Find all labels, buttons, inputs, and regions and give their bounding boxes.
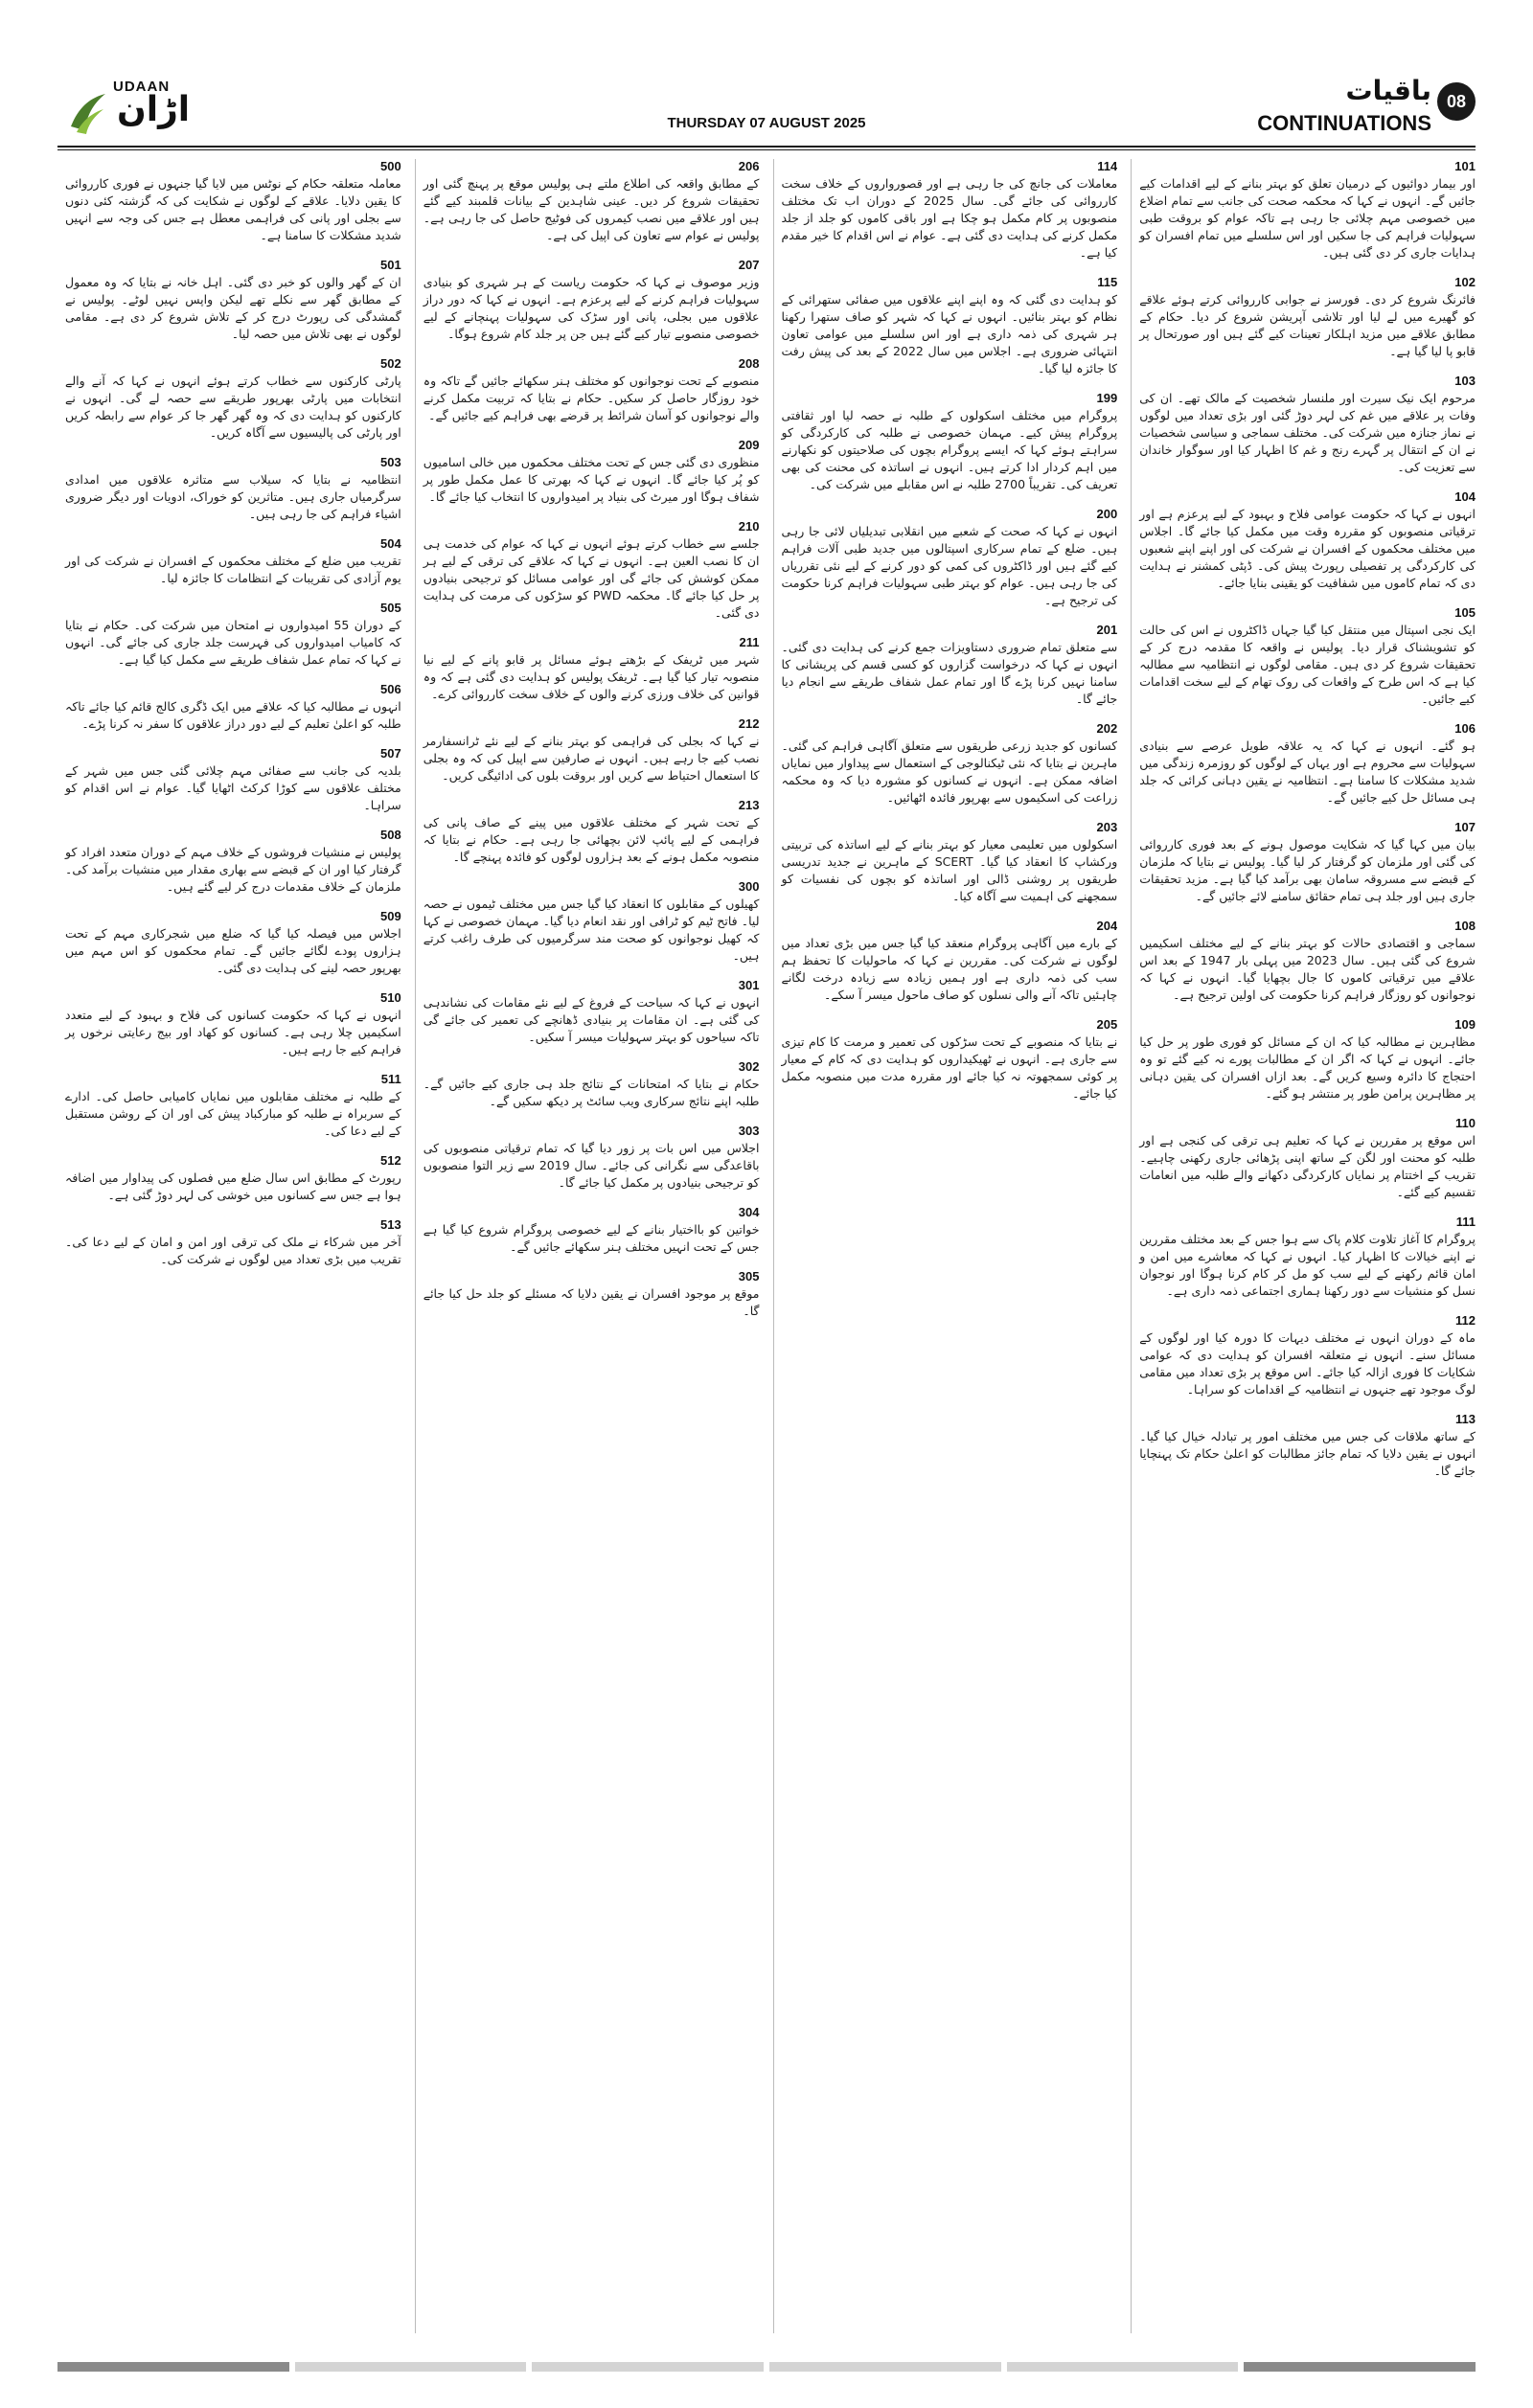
- continuation-story: [1139, 1116, 1476, 1201]
- logo-text-en: UDAAN: [113, 79, 171, 95]
- continuation-story: [782, 721, 1118, 806]
- masthead: [57, 69, 1476, 142]
- story-number: 505: [380, 601, 401, 615]
- story-text: منظوری دی گئی جس کے تحت مختلف محکموں میں خالی اسامیوں کو پُر کیا جائے گا۔ انہوں نے کہا کہ بھرتی کا عمل مکمل طور پر شفاف ہوگا اور میرٹ کی بنیاد پر امیدواروں کا انتخاب کیا جائے گا۔: [423, 455, 760, 504]
- story-number: 111: [1455, 1215, 1476, 1229]
- story-text: اور بیمار دوائیوں کے درمیان تعلق کو بہتر بنانے کے لیے اقدامات کیے جائیں گے۔ انہوں نے کہا کہ محکمہ صحت کی جانب سے تمام اضلاع میں خصوصی مہم چلائی جا رہی ہے تاکہ عوام کو بروقت طبی سہولیات فراہم کی جا سکیں اور اس سلسلے میں تمام افسران کو ہدایات جاری کر دی گئی ہیں۔: [1139, 176, 1476, 260]
- story-text: بیان میں کہا گیا کہ شکایت موصول ہونے کے بعد فوری کارروائی کی گئی اور ملزمان کو گرفتار کر لیا گیا۔ پولیس نے بتایا کہ ملزمان کے قبضے سے مسروقہ سامان بھی برآمد کیا گیا ہے۔ مزید تحقیقات جاری ہیں اور جلد ہی تمام حقائق سامنے لائے جائیں گے۔: [1139, 837, 1476, 903]
- continuation-story: [65, 990, 401, 1058]
- story-number: 115: [1097, 275, 1118, 289]
- continuation-story: [423, 1205, 760, 1256]
- continuation-story: [1139, 820, 1476, 905]
- story-number: 506: [380, 682, 401, 696]
- story-text: حکام نے بتایا کہ امتحانات کے نتائج جلد ہی جاری کیے جائیں گے۔ طلبہ اپنے نتائج سرکاری ویب سائٹ پر دیکھ سکیں گے۔: [423, 1077, 760, 1108]
- story-number: 501: [380, 258, 401, 272]
- story-text: ایک نجی اسپتال میں منتقل کیا گیا جہاں ڈاکٹروں نے اس کی حالت کو تشویشناک قرار دیا۔ پولیس نے واقعہ کا مقدمہ درج کر کے تحقیقات شروع کر دی ہیں۔ مقامی لوگوں نے انتظامیہ سے مطالبہ کیا ہے کہ اس طرح کے واقعات کی روک تھام کے لیے سخت اقدامات کیے جائیں۔: [1139, 623, 1476, 706]
- story-number: 108: [1454, 919, 1476, 933]
- section-title-ur: باقیات: [1345, 75, 1431, 106]
- continuation-story: [65, 1072, 401, 1140]
- story-number: 202: [1096, 721, 1118, 736]
- story-number: 302: [738, 1059, 760, 1074]
- story-number: 102: [1454, 275, 1476, 289]
- story-number: 504: [380, 536, 401, 551]
- continuation-story: [1139, 721, 1476, 806]
- story-number: 106: [1454, 721, 1476, 736]
- story-number: 509: [380, 909, 401, 923]
- story-number: 304: [738, 1205, 760, 1219]
- logo-text-ur: اڑان: [117, 90, 191, 129]
- story-text: منصوبے کے تحت نوجوانوں کو مختلف ہنر سکھائے جائیں گے تاکہ وہ خود روزگار حاصل کر سکیں۔ حکام نے بتایا کہ تربیت مکمل کرنے والے نوجوانوں کو آسان شرائط پر قرضے بھی فراہم کیے جائیں گے۔: [423, 374, 760, 422]
- story-text: موقع پر موجود افسران نے یقین دلایا کہ مسئلے کو جلد حل کیا جائے گا۔: [423, 1286, 760, 1318]
- story-text: شہر میں ٹریفک کے بڑھتے ہوئے مسائل پر قابو پانے کے لیے نیا منصوبہ تیار کیا گیا ہے۔ ٹریفک پولیس کو ہدایت دی گئی ہے کہ وہ قوانین کی خلاف ورزی کرنے والوں کے خلاف سخت کارروائی کرے۔: [423, 652, 760, 701]
- footer-band: [57, 2362, 1476, 2372]
- continuation-story: [423, 356, 760, 424]
- story-number: 200: [1096, 507, 1118, 521]
- continuation-story: [782, 919, 1118, 1004]
- story-text: جلسے سے خطاب کرتے ہوئے انہوں نے کہا کہ عوام کی خدمت ہی ان کا نصب العین ہے۔ انہوں نے کہا کہ علاقے کی ترقی کے لیے ہر ممکن کوشش کی جائے گی اور عوامی مسائل کو ترجیحی بنیادوں پر حل کیا جائے گا۔ محکمہ PWD کو سڑکوں کی مرمت کی ہدایت دی گئی۔: [423, 536, 760, 620]
- continuation-story: [423, 716, 760, 784]
- story-text: کے مطابق واقعہ کی اطلاع ملتے ہی پولیس موقع پر پہنچ گئی اور تحقیقات شروع کر دیں۔ عینی شاہدین کے بیانات قلمبند کیے گئے ہیں اور علاقے میں نصب کیمروں کی فوٹیج حاصل کی جا رہی ہے۔ پولیس نے عوام سے تعاون کی اپیل کی ہے۔: [423, 176, 760, 242]
- continuation-story: [782, 820, 1118, 905]
- footer-band-segment: [532, 2362, 764, 2372]
- story-text: انتظامیہ نے بتایا کہ سیلاب سے متاثرہ علاقوں میں امدادی سرگرمیاں جاری ہیں۔ متاثرین کو خوراک، ادویات اور دیگر ضروری اشیاء فراہم کی جا رہی ہیں۔: [65, 472, 401, 521]
- article-columns: [57, 159, 1476, 2333]
- continuation-story: [1139, 605, 1476, 708]
- continuation-story: [1139, 919, 1476, 1004]
- continuation-story: [1139, 1313, 1476, 1398]
- continuation-story: [65, 258, 401, 343]
- continuation-story: [65, 909, 401, 977]
- story-number: 301: [738, 978, 760, 992]
- continuation-story: [782, 275, 1118, 377]
- story-text: ہو گئے۔ انہوں نے کہا کہ یہ علاقہ طویل عرصے سے بنیادی سہولیات سے محروم ہے اور یہاں کے لوگوں کو روزمرہ زندگی میں شدید مشکلات کا سامنا ہے۔ انتظامیہ نے یقین دہانی کرائی کہ جلد ہی مسائل حل کیے جائیں گے۔: [1139, 738, 1476, 805]
- story-number: 512: [380, 1153, 401, 1168]
- story-number: 210: [738, 519, 760, 534]
- story-number: 104: [1454, 489, 1476, 504]
- story-number: 107: [1454, 820, 1476, 834]
- story-number: 203: [1096, 820, 1118, 834]
- story-text: کے طلبہ نے مختلف مقابلوں میں نمایاں کامیابی حاصل کی۔ ادارے کے سربراہ نے طلبہ کو مبارکباد پیش کی اور ان کے روشن مستقبل کے لیے دعا کی۔: [65, 1089, 401, 1138]
- story-number: 500: [380, 159, 401, 173]
- footer-band-segment: [1244, 2362, 1476, 2372]
- continuation-story: [65, 455, 401, 523]
- story-number: 205: [1096, 1017, 1118, 1032]
- story-text: فائرنگ شروع کر دی۔ فورسز نے جوابی کارروائی کرتے ہوئے علاقے کو گھیرے میں لے لیا اور تلاشی آپریشن شروع کر دیا۔ حکام کے مطابق علاقے میں مزید اہلکار تعینات کیے گئے ہیں اور صورتحال پر قابو پا لیا گیا ہے۔: [1139, 292, 1476, 358]
- continuation-story: [1139, 374, 1476, 476]
- continuation-story: [423, 978, 760, 1046]
- issue-date: THURSDAY 07 AUGUST 2025: [667, 115, 866, 131]
- story-text: نے بتایا کہ منصوبے کے تحت سڑکوں کی تعمیر و مرمت کا کام تیزی سے جاری ہے۔ انہوں نے ٹھیکیداروں کو ہدایت دی کہ کام کے معیار پر کوئی سمجھوتہ نہ کیا جائے اور مقررہ مدت میں منصوبہ مکمل کیا جائے۔: [781, 1034, 1118, 1101]
- section-title-en: CONTINUATIONS: [1257, 111, 1431, 135]
- continuation-story: [423, 258, 760, 343]
- story-text: تقریب میں ضلع کے مختلف محکموں کے افسران نے شرکت کی اور یوم آزادی کی تقریبات کے انتظامات کا جائزہ لیا۔: [65, 554, 401, 585]
- continuation-story: [1139, 1017, 1476, 1102]
- story-text: وزیر موصوف نے کہا کہ حکومت ریاست کے ہر شہری کو بنیادی سہولیات فراہم کرنے کے لیے پرعزم ہے۔ انہوں نے کہا کہ دور دراز علاقوں میں بجلی، پانی اور سڑک کی سہولیات پہنچانے کے لیے خصوصی منصوبے تیار کیے گئے ہیں جن پر جلد کام شروع ہوگا۔: [423, 275, 760, 341]
- continuation-story: [782, 1017, 1118, 1102]
- story-text: مظاہرین نے مطالبہ کیا کہ ان کے مسائل کو فوری طور پر حل کیا جائے۔ انہوں نے کہا کہ اگر ان کے مطالبات پورے نہ کیے گئے تو وہ احتجاج کا دائرہ وسیع کریں گے۔ بعد ازاں افسران کی یقین دہانی پر مظاہرین پرامن طور پر منتشر ہو گئے۔: [1139, 1034, 1476, 1101]
- story-text: انہوں نے کہا کہ صحت کے شعبے میں انقلابی تبدیلیاں لائی جا رہی ہیں۔ ضلع کے تمام سرکاری اسپتالوں میں جدید طبی آلات فراہم کیے گئے ہیں اور ڈاکٹروں کی کمی کو دور کرنے کے لیے نئی تقرریاں کی جا رہی ہیں۔ عوام کو بہتر طبی سہولیات فراہم کرنا حکومت کی ترجیح ہے۔: [781, 524, 1118, 607]
- continuation-story: [423, 1269, 760, 1320]
- continuation-story: [782, 159, 1118, 261]
- header-rule-thin: [57, 149, 1476, 150]
- story-text: اسکولوں میں تعلیمی معیار کو بہتر بنانے کے لیے اساتذہ کی تربیتی ورکشاپ کا انعقاد کیا گیا۔ SCERT کے ماہرین نے جدید تدریسی طریقوں پر روشنی ڈالی اور اساتذہ کو بچوں کی نفسیات کو سمجھنے کی اہمیت سے آگاہ کیا۔: [781, 837, 1118, 903]
- story-number: 103: [1454, 374, 1476, 388]
- continuation-story: [1139, 159, 1476, 261]
- story-text: کے ساتھ ملاقات کی جس میں مختلف امور پر تبادلہ خیال کیا گیا۔ انہوں نے یقین دلایا کہ تمام جائز مطالبات کو اعلیٰ حکام تک پہنچایا جائے گا۔: [1139, 1429, 1476, 1478]
- story-number: 209: [738, 438, 760, 452]
- story-number: 300: [738, 879, 760, 894]
- story-number: 109: [1454, 1017, 1476, 1032]
- continuation-story: [1139, 1215, 1476, 1300]
- column: [57, 159, 401, 2333]
- story-number: 502: [380, 356, 401, 371]
- story-text: بلدیہ کی جانب سے صفائی مہم چلائی گئی جس میں شہر کے مختلف علاقوں سے کوڑا کرکٹ اٹھایا گیا۔ عوام نے اس اقدام کو سراہا۔: [65, 763, 401, 812]
- story-text: پروگرام کا آغاز تلاوت کلام پاک سے ہوا جس کے بعد مختلف مقررین نے اپنے خیالات کا اظہار کیا۔ انہوں نے کہا کہ معاشرے میں امن و امان قائم رکھنے کے لیے سب کو مل کر کام کرنا ہوگا اور نوجوان نسل کو منشیات سے دور رکھنا ہماری اجتماعی ذمہ داری ہے۔: [1139, 1232, 1476, 1298]
- story-text: کے تحت شہر کے مختلف علاقوں میں پینے کے صاف پانی کی فراہمی کے لیے پائپ لائن بچھائی جا رہی ہے۔ حکام نے بتایا کہ منصوبہ مکمل ہونے کے بعد ہزاروں لوگوں کو فائدہ پہنچے گا۔: [423, 815, 760, 864]
- story-number: 211: [739, 635, 760, 649]
- story-number: 105: [1454, 605, 1476, 620]
- footer-band-segment: [1007, 2362, 1239, 2372]
- column: [1131, 159, 1476, 2333]
- story-number: 503: [380, 455, 401, 469]
- continuation-story: [65, 601, 401, 669]
- story-text: کے دوران 55 امیدواروں نے امتحان میں شرکت کی۔ حکام نے بتایا کہ کامیاب امیدواروں کی فہرست جلد جاری کی جائے گی۔ انہوں نے کہا کہ تمام عمل شفاف طریقے سے مکمل کیا گیا ہے۔: [65, 618, 401, 667]
- story-text: اجلاس میں فیصلہ کیا گیا کہ ضلع میں شجرکاری مہم کے تحت ہزاروں پودے لگائے جائیں گے۔ تمام محکموں کو اس مہم میں بھرپور حصہ لینے کی ہدایت دی گئی۔: [65, 926, 401, 975]
- story-text: ان کے گھر والوں کو خبر دی گئی۔ اہل خانہ نے بتایا کہ وہ معمول کے مطابق گھر سے نکلے تھے لیکن واپس نہیں لوٹے۔ پولیس نے گمشدگی کی رپورٹ درج کر کے تلاش شروع کر دی ہے۔ مقامی لوگوں نے بھی تلاش میں حصہ لیا۔: [65, 275, 401, 341]
- continuation-story: [65, 356, 401, 442]
- story-text: انہوں نے کہا کہ سیاحت کے فروغ کے لیے نئے مقامات کی نشاندہی کی گئی ہے۔ ان مقامات پر بنیادی ڈھانچے کی تعمیر کی جائے گی تاکہ سیاحوں کو بہتر سہولیات میسر آ سکیں۔: [423, 995, 760, 1044]
- continuation-story: [65, 682, 401, 733]
- story-number: 113: [1455, 1412, 1476, 1426]
- story-text: نے کہا کہ بجلی کی فراہمی کو بہتر بنانے کے لیے نئے ٹرانسفارمر نصب کیے جا رہے ہیں۔ انہوں نے صارفین سے اپیل کی کہ وہ بجلی کا استعمال احتیاط سے کریں اور بروقت بلوں کی ادائیگی کریں۔: [423, 734, 760, 783]
- story-number: 507: [380, 746, 401, 761]
- story-text: اجلاس میں اس بات پر زور دیا گیا کہ تمام ترقیاتی منصوبوں کی باقاعدگی سے نگرانی کی جائے۔ سال 2019 سے زیر التوا منصوبوں کو ترجیحی بنیادوں پر مکمل کیا جائے گا۔: [423, 1141, 760, 1190]
- continuation-story: [65, 536, 401, 587]
- story-number: 213: [738, 798, 760, 812]
- continuation-story: [423, 1124, 760, 1192]
- continuation-story: [423, 798, 760, 866]
- story-number: 199: [1096, 391, 1118, 405]
- story-text: کسانوں کو جدید زرعی طریقوں سے متعلق آگاہی فراہم کی گئی۔ ماہرین نے بتایا کہ نئی ٹیکنالوجی کے استعمال سے پیداوار میں نمایاں اضافہ ممکن ہے۔ انہوں نے کسانوں کو مشورہ دیا کہ وہ محکمہ زراعت کی اسکیموں سے بھرپور فائدہ اٹھائیں۔: [781, 738, 1118, 805]
- story-text: معاملات کی جانچ کی جا رہی ہے اور قصورواروں کے خلاف سخت کارروائی کی جائے گی۔ سال 2025 کے دوران اب تک مختلف منصوبوں پر کام مکمل ہو چکا ہے اور باقی کاموں کو جلد از جلد مکمل کرنے کی ہدایت دی گئی ہے۔ عوام نے اس اقدام کا خیر مقدم کیا ہے۔: [781, 176, 1118, 260]
- story-number: 201: [1096, 623, 1118, 637]
- story-number: 511: [380, 1072, 401, 1086]
- story-number: 110: [1455, 1116, 1476, 1130]
- story-number: 112: [1455, 1313, 1476, 1328]
- story-number: 207: [738, 258, 760, 272]
- continuation-story: [65, 1153, 401, 1204]
- story-number: 208: [738, 356, 760, 371]
- continuation-story: [423, 635, 760, 703]
- continuation-story: [423, 159, 760, 244]
- story-text: انہوں نے مطالبہ کیا کہ علاقے میں ایک ڈگری کالج قائم کیا جائے تاکہ طلبہ کو اعلیٰ تعلیم کے لیے دور دراز علاقوں کا سفر نہ کرنا پڑے۔: [65, 699, 401, 731]
- story-text: اس موقع پر مقررین نے کہا کہ تعلیم ہی ترقی کی کنجی ہے اور طلبہ کو محنت اور لگن کے ساتھ اپنی پڑھائی جاری رکھنی چاہیے۔ تقریب کے اختتام پر نمایاں کارکردگی دکھانے والے طلبہ میں انعامات تقسیم کیے گئے۔: [1139, 1133, 1476, 1199]
- continuation-story: [423, 438, 760, 506]
- story-text: کے بارے میں آگاہی پروگرام منعقد کیا گیا جس میں بڑی تعداد میں لوگوں نے شرکت کی۔ مقررین نے کہا کہ ماحولیات کا تحفظ ہم سب کی ذمہ داری ہے اور ہمیں زیادہ سے زیادہ درخت لگانے چاہئیں تاکہ آنے والی نسلوں کو صاف ماحول میسر آ سکے۔: [781, 936, 1118, 1002]
- story-text: کھیلوں کے مقابلوں کا انعقاد کیا گیا جس میں مختلف ٹیموں نے حصہ لیا۔ فاتح ٹیم کو ٹرافی اور نقد انعام دیا گیا۔ مہمان خصوصی نے کہا کہ کھیل نوجوانوں کو صحت مند سرگرمیوں کی طرف راغب کرتے ہیں۔: [423, 897, 760, 963]
- story-number: 101: [1454, 159, 1476, 173]
- continuation-story: [423, 1059, 760, 1110]
- story-number: 510: [380, 990, 401, 1005]
- story-text: پولیس نے منشیات فروشوں کے خلاف مہم کے دوران متعدد افراد کو گرفتار کیا اور ان کے قبضے سے بھاری مقدار میں منشیات برآمد کی۔ ملزمان کے خلاف مقدمات درج کر لیے گئے ہیں۔: [65, 845, 401, 894]
- footer-band-segment: [57, 2362, 289, 2372]
- continuation-story: [1139, 275, 1476, 360]
- story-number: 204: [1096, 919, 1118, 933]
- story-text: سے متعلق تمام ضروری دستاویزات جمع کرنے کی ہدایت دی گئی۔ انہوں نے کہا کہ درخواست گزاروں کو کسی قسم کی پریشانی کا سامنا نہیں کرنا پڑے گا اور تمام عمل شفاف طریقے سے انجام دیا جائے گا۔: [781, 640, 1118, 706]
- continuation-story: [65, 159, 401, 244]
- header-rule: [57, 146, 1476, 148]
- continuation-story: [1139, 1412, 1476, 1480]
- story-text: پارٹی کارکنوں سے خطاب کرتے ہوئے انہوں نے کہا کہ آنے والے انتخابات میں پارٹی بھرپور طریقے سے حصہ لے گی۔ انہوں نے کارکنوں کو ہدایت دی کہ وہ گھر گھر جا کر عوام سے رابطہ کریں اور پارٹی کی پالیسیوں سے آگاہ کریں۔: [65, 374, 401, 440]
- story-text: خواتین کو بااختیار بنانے کے لیے خصوصی پروگرام شروع کیا گیا ہے جس کے تحت انہیں مختلف ہنر سکھائے جائیں گے۔: [423, 1222, 760, 1254]
- story-number: 303: [738, 1124, 760, 1138]
- story-number: 513: [380, 1217, 401, 1232]
- story-text: انہوں نے کہا کہ حکومت کسانوں کی فلاح و بہبود کے لیے متعدد اسکیمیں چلا رہی ہے۔ کسانوں کو کھاد اور بیج رعایتی نرخوں پر فراہم کیے جا رہے ہیں۔: [65, 1008, 401, 1056]
- story-text: انہوں نے کہا کہ حکومت عوامی فلاح و بہبود کے لیے پرعزم ہے اور ترقیاتی منصوبوں کو مقررہ وقت میں مکمل کیا جائے گا۔ اجلاس میں مختلف محکموں کے افسران نے شرکت کی اور اپنے اپنے شعبوں کی کارکردگی پر تفصیلی رپورٹ پیش کی۔ ڈپٹی کمشنر نے ہدایت دی کہ تمام کاموں میں شفافیت کو یقینی بنایا جائے۔: [1139, 507, 1476, 590]
- continuation-story: [65, 746, 401, 814]
- story-text: ماہ کے دوران انہوں نے مختلف دیہات کا دورہ کیا اور لوگوں کے مسائل سنے۔ انہوں نے متعلقہ افسران کو ہدایت دی کہ عوامی شکایات کا فوری ازالہ کیا جائے۔ اس موقع پر بڑی تعداد میں مقامی لوگ موجود تھے جنہوں نے انتظامیہ کے اقدامات کو سراہا۔: [1139, 1330, 1476, 1397]
- story-number: 206: [738, 159, 760, 173]
- column: [773, 159, 1118, 2333]
- story-text: کو ہدایت دی گئی کہ وہ اپنے اپنے علاقوں میں صفائی ستھرائی کے نظام کو بہتر بنائیں۔ انہوں نے کہا کہ شہر کو صاف ستھرا رکھنا ہر شہری کی ذمہ داری ہے اور اس سلسلے میں عوامی تعاون انتہائی ضروری ہے۔ اجلاس میں سال 2022 کے بعد کی پیش رفت کا جائزہ لیا گیا۔: [781, 292, 1118, 375]
- story-text: معاملہ متعلقہ حکام کے نوٹس میں لایا گیا جنہوں نے فوری کارروائی کا یقین دلایا۔ علاقے کے لوگوں نے شکایت کی کہ گزشتہ کئی دنوں سے بجلی اور پانی کی فراہمی معطل ہے جس کی وجہ سے انہیں شدید مشکلات کا سامنا ہے۔: [65, 176, 401, 242]
- page-number: 08: [1437, 82, 1476, 121]
- story-text: آخر میں شرکاء نے ملک کی ترقی اور امن و امان کے لیے دعا کی۔ تقریب میں بڑی تعداد میں لوگوں نے شرکت کی۔: [65, 1235, 401, 1266]
- continuation-story: [782, 623, 1118, 708]
- story-text: پروگرام میں مختلف اسکولوں کے طلبہ نے حصہ لیا اور ثقافتی پروگرام پیش کیے۔ مہمان خصوصی نے طلبہ کی کارکردگی کو سراہتے ہوئے کہا کہ ایسے پروگرام بچوں کی صلاحیتوں کو نکھارنے میں اہم کردار ادا کرتے ہیں۔ انہوں نے اساتذہ کی محنت کی بھی تعریف کی۔ تقریباً 2700 طلبہ نے اس مقابلے میں شرکت کی۔: [781, 408, 1118, 491]
- continuation-story: [65, 1217, 401, 1268]
- section-header: [1226, 75, 1476, 138]
- continuation-story: [1139, 489, 1476, 592]
- footer-band-segment: [769, 2362, 1001, 2372]
- continuation-story: [782, 391, 1118, 493]
- story-number: 114: [1097, 159, 1118, 173]
- continuation-story: [782, 507, 1118, 609]
- story-number: 508: [380, 828, 401, 842]
- continuation-story: [65, 828, 401, 896]
- story-number: 305: [738, 1269, 760, 1284]
- story-text: سماجی و اقتصادی حالات کو بہتر بنانے کے لیے مختلف اسکیمیں شروع کی گئی ہیں۔ سال 2023 میں پہلی بار 1947 کے بعد اس علاقے میں ترقیاتی کاموں کا جال بچھایا گیا۔ انہوں نے کہا کہ نوجوانوں کو روزگار فراہم کرنا حکومت کی اولین ترجیح ہے۔: [1139, 936, 1476, 1002]
- column: [415, 159, 760, 2333]
- story-number: 212: [738, 716, 760, 731]
- story-text: رپورٹ کے مطابق اس سال ضلع میں فصلوں کی پیداوار میں اضافہ ہوا ہے جس سے کسانوں میں خوشی کی لہر دوڑ گئی ہے۔: [65, 1170, 401, 1202]
- footer-band-segment: [295, 2362, 527, 2372]
- continuation-story: [423, 879, 760, 965]
- continuation-story: [423, 519, 760, 622]
- story-text: مرحوم ایک نیک سیرت اور ملنسار شخصیت کے مالک تھے۔ ان کی وفات پر علاقے میں غم کی لہر دوڑ گئی اور بڑی تعداد میں لوگوں نے نماز جنازہ میں شرکت کی۔ مختلف سماجی و سیاسی شخصیات نے ان کے انتقال پر گہرے رنج و غم کا اظہار کیا اور سوگوار خاندان سے تعزیت کی۔: [1139, 391, 1476, 474]
